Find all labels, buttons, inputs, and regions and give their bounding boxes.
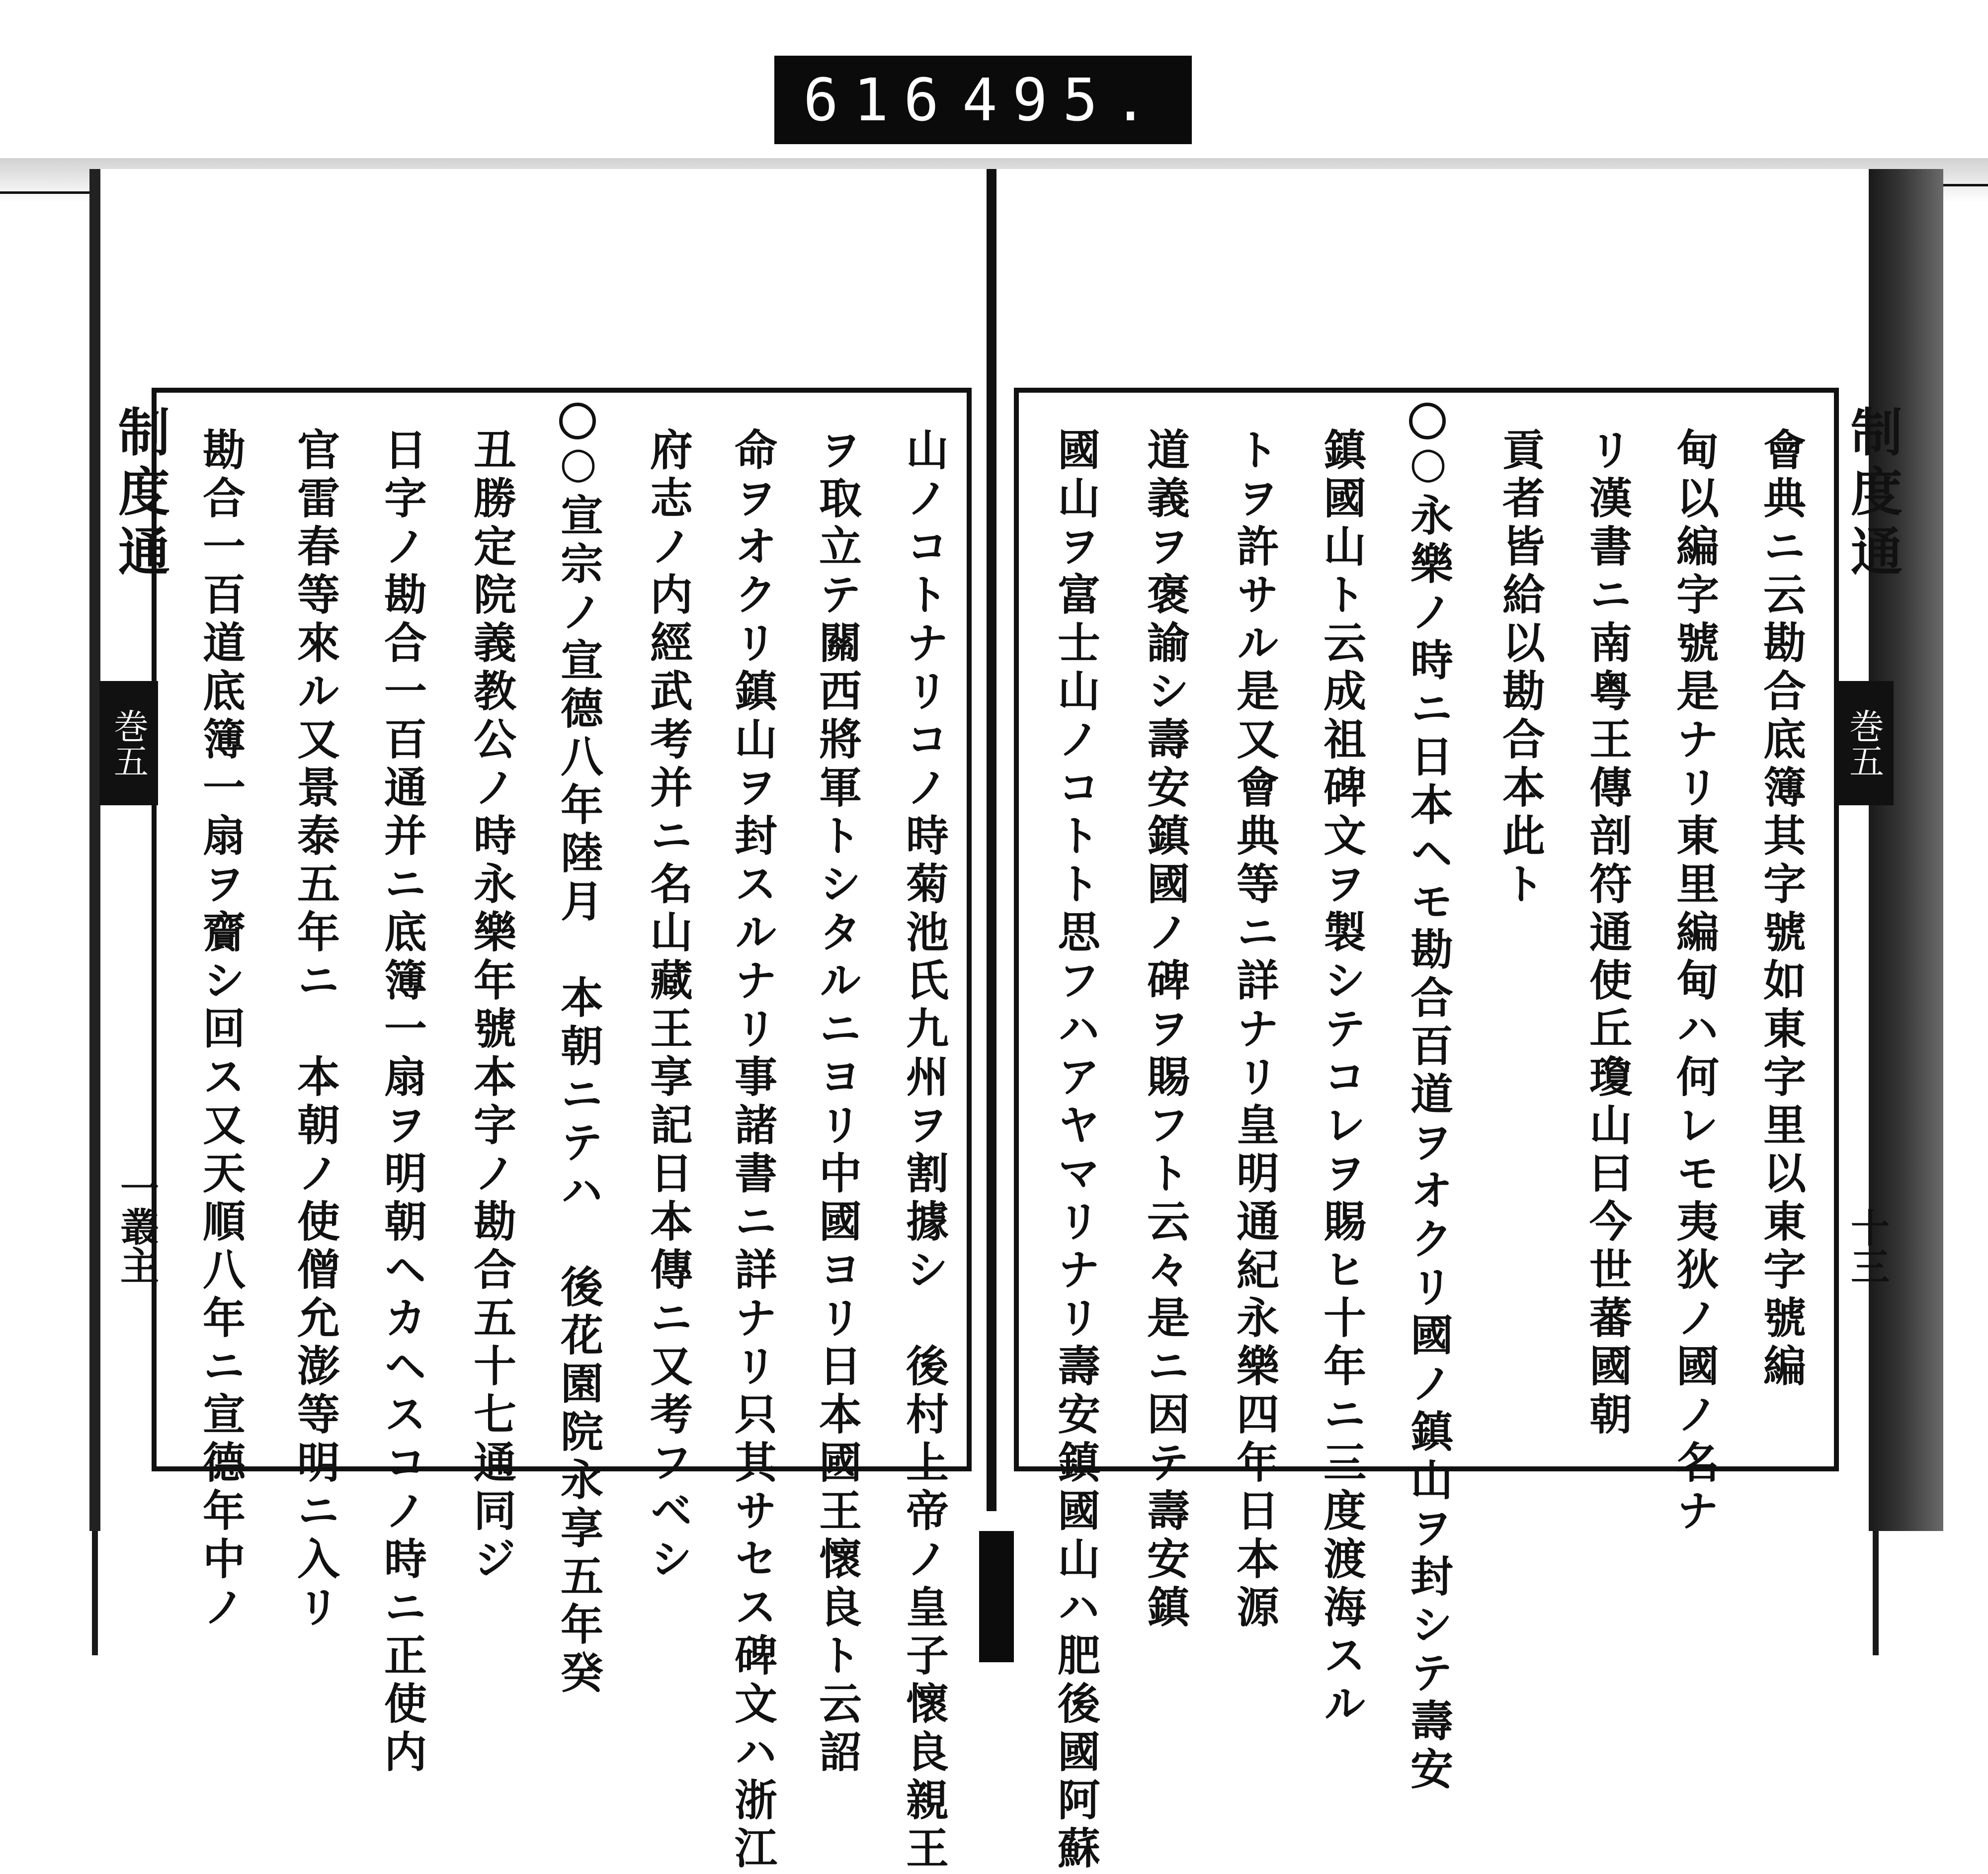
edge-line-left	[0, 191, 99, 194]
paragraph-circle-mark	[1409, 403, 1446, 439]
plate-left-number: 616	[803, 66, 954, 134]
right-page-edge	[1869, 169, 1943, 1531]
left-folio: 一叢主	[114, 1168, 159, 1284]
right-volume-tag: 巻五	[1835, 681, 1894, 805]
book-spine	[979, 1531, 1014, 1662]
paragraph-circle-mark	[559, 403, 596, 439]
left-volume-tag: 巻五	[99, 681, 158, 805]
right-column-5: ○永樂ノ時ニ日本ヘモ勘合百道ヲオクリ國ノ鎮山ヲ封シテ壽安	[1403, 437, 1453, 1795]
right-column-6: 鎮國山ト云成祖碑文ヲ製シテコレヲ賜ヒ十年ニ三度渡海スル	[1316, 427, 1366, 1729]
right-column-7: トヲ許サル是又會典等ニ詳ナリ皇明通紀永樂四年日本源	[1229, 427, 1279, 1633]
right-column-9: 國山ヲ富士山ノコトト思フハアヤマリナリ壽安鎮國山ハ肥後國阿蘇	[1050, 427, 1100, 1874]
left-column-5: ○宣宗ノ宣德八年陸月 本朝ニテハ 後花園院永享五年癸	[553, 437, 603, 1699]
right-folio: 十三	[1844, 1208, 1890, 1285]
left-column-1: 山ノコトナリコノ時菊池氏九州ヲ割據シ 後村上帝ノ皇子懷良親王	[899, 427, 949, 1874]
left-column-3: 命ヲオクリ鎮山ヲ封スルナリ事諸書ニ詳ナリ只其サセス碑文ハ浙江	[727, 427, 777, 1874]
right-header-title: 制度通	[1842, 405, 1903, 584]
left-column-7: 日字ノ勘合一百通并ニ底簿一扇ヲ明朝ヘカヘスコノ時ニ正使内	[377, 427, 427, 1778]
left-column-6: 丑勝定院義教公ノ時永樂年號本字ノ勘合五十七通同ジ	[466, 427, 516, 1585]
archive-number-plate	[774, 56, 1192, 144]
left-header-title: 制度通	[109, 405, 170, 584]
right-column-1: 會典ニ云勘合底簿其字號如東字里以東字號編	[1756, 427, 1806, 1392]
right-column-3: リ漢書ニ南粤王傳剖符通使丘瓊山曰今世蕃國朝	[1582, 427, 1632, 1440]
left-column-8: 官雷春等來ル又景泰五年ニ 本朝ノ使僧允澎等明ニ入リ	[290, 427, 340, 1633]
plate-right-number: 495.	[962, 66, 1163, 134]
right-column-2: 甸以編字號是ナリ東里編甸ハ何レモ夷狄ノ國ノ名ナ	[1669, 427, 1719, 1536]
book-gutter	[987, 169, 996, 1511]
left-page-edge	[89, 169, 100, 1531]
left-column-4: 府志ノ内經武考并ニ名山藏王享記日本傳ニ又考フベシ	[643, 427, 693, 1585]
right-column-8: 道義ヲ褒諭シ壽安鎮國ノ碑ヲ賜フト云々是ニ因テ壽安鎮	[1140, 427, 1190, 1633]
left-column-9: 勘合一百道底簿一扇ヲ齎シ回ス又天順八年ニ宣德年中ノ	[195, 427, 246, 1633]
left-column-2: ヲ取立テ關西將軍トシタルニヨリ中國ヨリ日本國王懷良ト云詔	[812, 427, 862, 1778]
right-column-4: 貢者皆給以勘合本此ト	[1495, 427, 1545, 910]
